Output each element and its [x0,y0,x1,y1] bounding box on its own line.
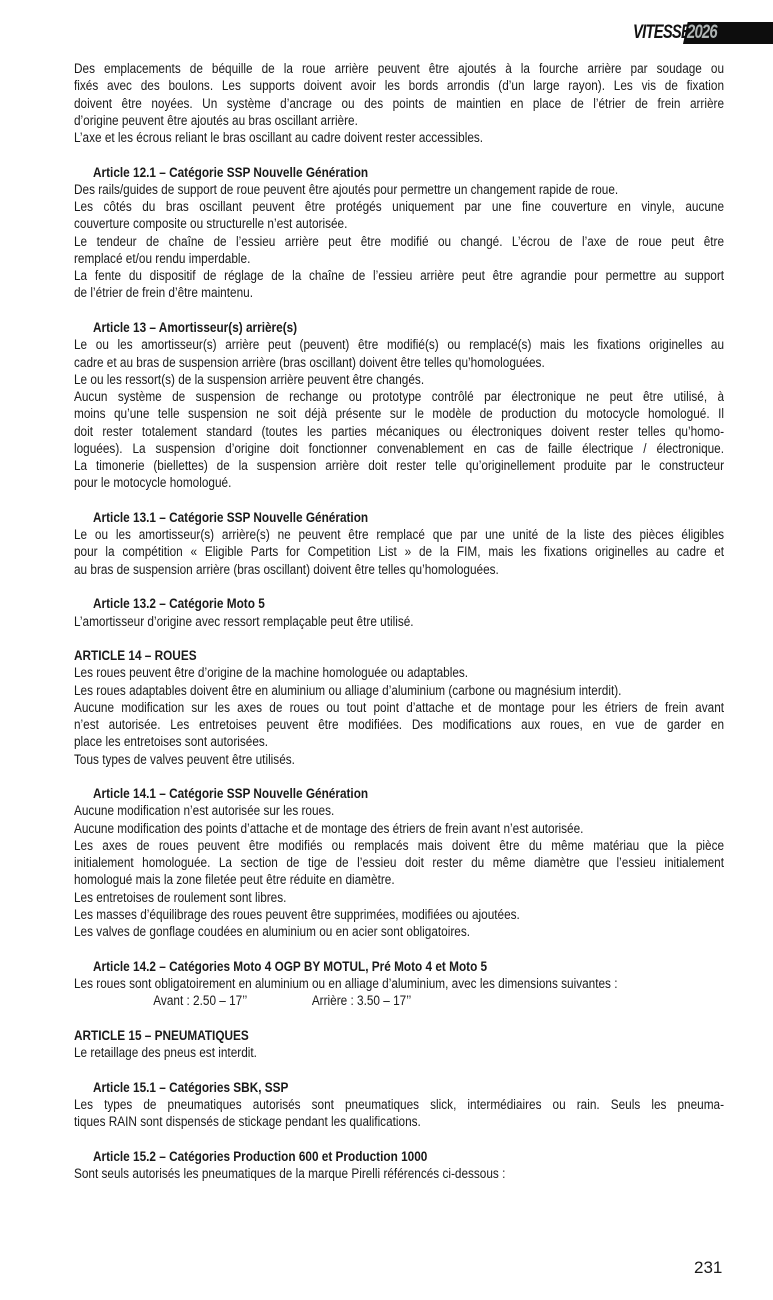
article-subheading: Article 15.1 – Catégories SBK, SSP [93,1079,289,1095]
text-line: Les masses d’équilibrage des roues peuvent être supprimées, modifiées ou ajoutées. [74,907,520,923]
brand-word: VITESSE [633,22,691,43]
brand-year: 2026 [687,22,717,43]
article-title: ARTICLE 15 – PNEUMATIQUES [74,1027,249,1043]
text-line: de l’étrier de frein d’être maintenu. [74,285,253,301]
section [74,509,724,578]
text-line: Le ou les ressort(s) de la suspension arrière peuvent être changés. [74,371,425,387]
text-line-wrap [74,371,724,388]
text-line: Sont seuls autorisés les pneumatiques de la marque Pirelli référencés ci-dessous : [74,1166,506,1181]
article-subheading-wrap [74,164,724,181]
article-subheading: Article 14.2 – Catégories Moto 4 OGP BY MOTUL, Pré Moto 4 et Moto 5 [93,958,488,974]
text-line: Les entretoises de roulement sont libres. [74,889,287,905]
article-subheading-wrap [74,509,724,526]
article-subheading-wrap [74,785,724,802]
paragraph [74,613,724,630]
section [74,1148,724,1183]
text-line: au bras de suspension arrière (bras oscillant) doivent être telles qu’homologuées. [74,561,499,577]
wheel-dimensions [74,992,724,1009]
paragraph [74,923,724,940]
text-line-wrap [74,284,724,301]
text-line: Tous types de valves peuvent être utilisés. [74,751,295,767]
paragraph [74,1044,724,1061]
section-spacer [74,768,724,785]
text-line-wrap [74,474,724,491]
text-line-wrap [74,1165,724,1182]
text-line: Des rails/guides de support de roue peuvent être ajoutés pour permettre un changement rapide de roue. [74,181,619,197]
text-line-wrap [74,837,724,854]
text-line-wrap [74,233,724,250]
paragraph [74,889,724,906]
text-line: La fente du dispositif de réglage de la chaîne de l’essieu arrière peut être agrandie pour permettre au support [74,268,725,284]
text-line: tiques RAIN sont dispensés de stickage pendant les qualifications. [74,1114,421,1130]
text-line: d’origine peuvent être ajoutés au bras oscillant arrière. [74,112,358,128]
paragraph [74,181,724,198]
text-line-wrap [74,250,724,267]
text-line: Des emplacements de béquille de la roue arrière peuvent être ajoutés à la fourche arrière par soudage ou [74,61,725,76]
paragraph [74,751,724,768]
paragraph [74,1096,724,1131]
section-spacer [74,941,724,958]
paragraph [74,664,724,681]
text-line: Le retaillage des pneus est interdit. [74,1045,257,1061]
header-brand [633,21,773,45]
text-line-wrap [74,543,724,560]
text-line-wrap [74,1113,724,1130]
section-spacer [74,1061,724,1078]
article-title-wrap [74,1027,724,1044]
text-line-wrap [74,733,724,750]
text-line-wrap [74,336,724,353]
text-line: Le ou les amortisseur(s) arrière(s) ne peuvent être remplacé que par une unité de la liste des pièces éligibles [74,527,725,543]
text-line: Les roues adaptables doivent être en aluminium ou alliage d’aluminium (carbone ou magnésium interdit). [74,682,622,698]
text-line: La timonerie (biellettes) de la suspension arrière doit rester telle qu’originellement produite par le constructeur [74,458,725,474]
text-line-wrap [74,1096,724,1113]
text-line: L’axe et les écrous reliant le bras oscillant au cadre doivent rester accessibles. [74,130,484,146]
text-line-wrap [74,802,724,819]
section [74,60,724,146]
paragraph [74,60,724,129]
text-line: homologué mais la zone filetée peut être réduite en diamètre. [74,872,395,888]
article-subheading-wrap [74,958,724,975]
text-line: Les côtés du bras oscillant peuvent être protégés uniquement par une fine couverture en vinyle, aucune [74,199,725,215]
paragraph [74,371,724,388]
paragraph [74,233,724,268]
text-line-wrap [74,95,724,112]
text-line: L’amortisseur d’origine avec ressort remplaçable peut être utilisé. [74,613,414,629]
text-line: Les valves de gonflage coudées en aluminium ou en acier sont obligatoires. [74,924,471,940]
text-line-wrap [74,215,724,232]
text-line: Les axes de roues peuvent être modifiés ou remplacés mais doivent être du même matériau que la pièce [74,837,725,853]
text-line: loguées). La suspension d’origine doit fonctionner convenablement en cas de faille électrique / électronique. [74,440,725,456]
section-spacer [74,1130,724,1147]
text-line-wrap [74,423,724,440]
text-line: n’est autorisée. Les entretoises peuvent être modifiées. Des modifications aux roues, en vue de garder en [74,717,725,733]
text-line-wrap [74,613,724,630]
section-spacer [74,492,724,509]
rear-wheel-dimension: Arrière : 3.50 – 17’’ [311,993,412,1009]
paragraph [74,267,724,302]
text-line: Aucune modification des points d’attache et de montage des étriers de frein avant n’est autorisée. [74,820,584,836]
text-line-wrap [74,198,724,215]
section [74,647,724,768]
paragraph [74,129,724,146]
text-line: doit rester totalement standard (toutes les parties mécaniques ou électroniques doivent rester telles qu’homo- [74,423,725,439]
section [74,164,724,302]
text-line-wrap [74,181,724,198]
text-line-wrap [74,906,724,923]
section-spacer [74,630,724,647]
text-line-wrap [74,716,724,733]
paragraph [74,198,724,233]
text-line: Aucune modification n’est autorisée sur les roues. [74,803,335,819]
text-line: Le ou les amortisseur(s) arrière peut (peuvent) être modifié(s) ou remplacé(s) mais les fixations originelles au [74,337,725,353]
text-line: place les entretoises sont autorisées. [74,734,269,750]
section [74,595,724,630]
article-subheading: Article 12.1 – Catégorie SSP Nouvelle Génération [93,164,369,180]
article-title: ARTICLE 14 – ROUES [74,648,197,664]
paragraph [74,388,724,492]
text-line: Aucun système de suspension de rechange ou prototype contrôlé par électronique ne peut être utilisé, à [74,389,725,405]
article-title-wrap [74,647,724,664]
text-line-wrap [74,112,724,129]
paragraph [74,906,724,923]
paragraph [74,837,724,889]
text-line-wrap [74,129,724,146]
article-subheading-wrap [74,595,724,612]
section [74,958,724,1010]
text-line-wrap [74,267,724,284]
article-subheading-wrap [74,1079,724,1096]
section [74,1079,724,1131]
paragraph [74,820,724,837]
text-line-wrap [74,526,724,543]
text-line-wrap [74,561,724,578]
section [74,1027,724,1062]
section [74,319,724,492]
text-line-wrap [74,889,724,906]
section-spacer [74,146,724,163]
front-wheel-dimension: Avant : 2.50 – 17’’ [153,993,248,1009]
text-line-wrap [74,388,724,405]
article-subheading: Article 14.1 – Catégorie SSP Nouvelle Génération [93,786,369,802]
text-line: initialement homologuée. La section de tige de l’essieu doit rester du même diamètre que l’essieu initialement [74,855,725,871]
page-number: 231 [694,1258,723,1277]
article-subheading: Article 13.1 – Catégorie SSP Nouvelle Génération [93,509,369,525]
text-line-wrap [74,60,724,77]
text-line: pour la compétition « Eligible Parts for Competition List » de la FIM, mais les fixations originelles au cadre et [74,544,725,560]
text-line: moins qu’une telle suspension ne soit déjà présente sur le modèle de production du motocycle homologué. Il [74,406,725,422]
text-line-wrap [74,871,724,888]
text-line-wrap [74,975,724,992]
article-subheading: Article 15.2 – Catégories Production 600 et Production 1000 [93,1148,428,1164]
text-line-wrap [74,1044,724,1061]
text-line: Les roues peuvent être d’origine de la machine homologuée ou adaptables. [74,665,469,681]
section-spacer [74,578,724,595]
paragraph [74,682,724,699]
article-subheading-wrap [74,319,724,336]
text-line: couverture composite ou structurelle n’est autorisée. [74,216,348,232]
text-line-wrap [74,77,724,94]
text-line: Les roues sont obligatoirement en aluminium ou en alliage d’aluminium, avec les dimensions suivantes : [74,976,618,992]
text-line-wrap [74,923,724,940]
article-subheading-wrap [74,1148,724,1165]
text-line-wrap [74,440,724,457]
text-line-wrap [74,820,724,837]
text-line: Le tendeur de chaîne de l’essieu arrière peut être modifié ou changé. L’écrou de l’axe de roue peut être [74,233,725,249]
paragraph [74,699,724,751]
text-line: Aucune modification sur les axes de roues ou tout point d’attache et de montage pour les étriers de frein avant [74,699,725,715]
text-line: fixés avec des boulons. Les supports doivent avoir les bords arrondis (d’un large rayon). Les vis de fixation [74,78,725,94]
paragraph [74,802,724,819]
text-line: Les types de pneumatiques autorisés sont pneumatiques slick, intermédiaires ou rain. Seuls les pneuma- [74,1096,725,1112]
text-line-wrap [74,405,724,422]
text-line-wrap [74,457,724,474]
text-line-wrap [74,682,724,699]
text-line: doivent être noyées. Un système d’ancrage ou des points de maintien en place de l’étrier de frein arrière [74,95,725,111]
text-line-wrap [74,699,724,716]
text-line-wrap [74,854,724,871]
section-spacer [74,302,724,319]
text-line-wrap [74,751,724,768]
paragraph [74,526,724,578]
text-line: cadre et au bras de suspension arrière (bras oscillant) doivent être telles qu’homologuées. [74,354,545,370]
paragraph [74,336,724,371]
text-line-wrap [74,354,724,371]
text-line: remplacé et/ou rendu imperdable. [74,250,251,266]
text-line: pour le motocycle homologué. [74,475,232,491]
article-subheading: Article 13 – Amortisseur(s) arrière(s) [93,319,298,335]
document-body [74,60,724,1182]
text-line-wrap [74,664,724,681]
section-spacer [74,1010,724,1027]
article-subheading: Article 13.2 – Catégorie Moto 5 [93,596,265,612]
section [74,785,724,940]
paragraph [74,975,724,992]
paragraph [74,1165,724,1182]
